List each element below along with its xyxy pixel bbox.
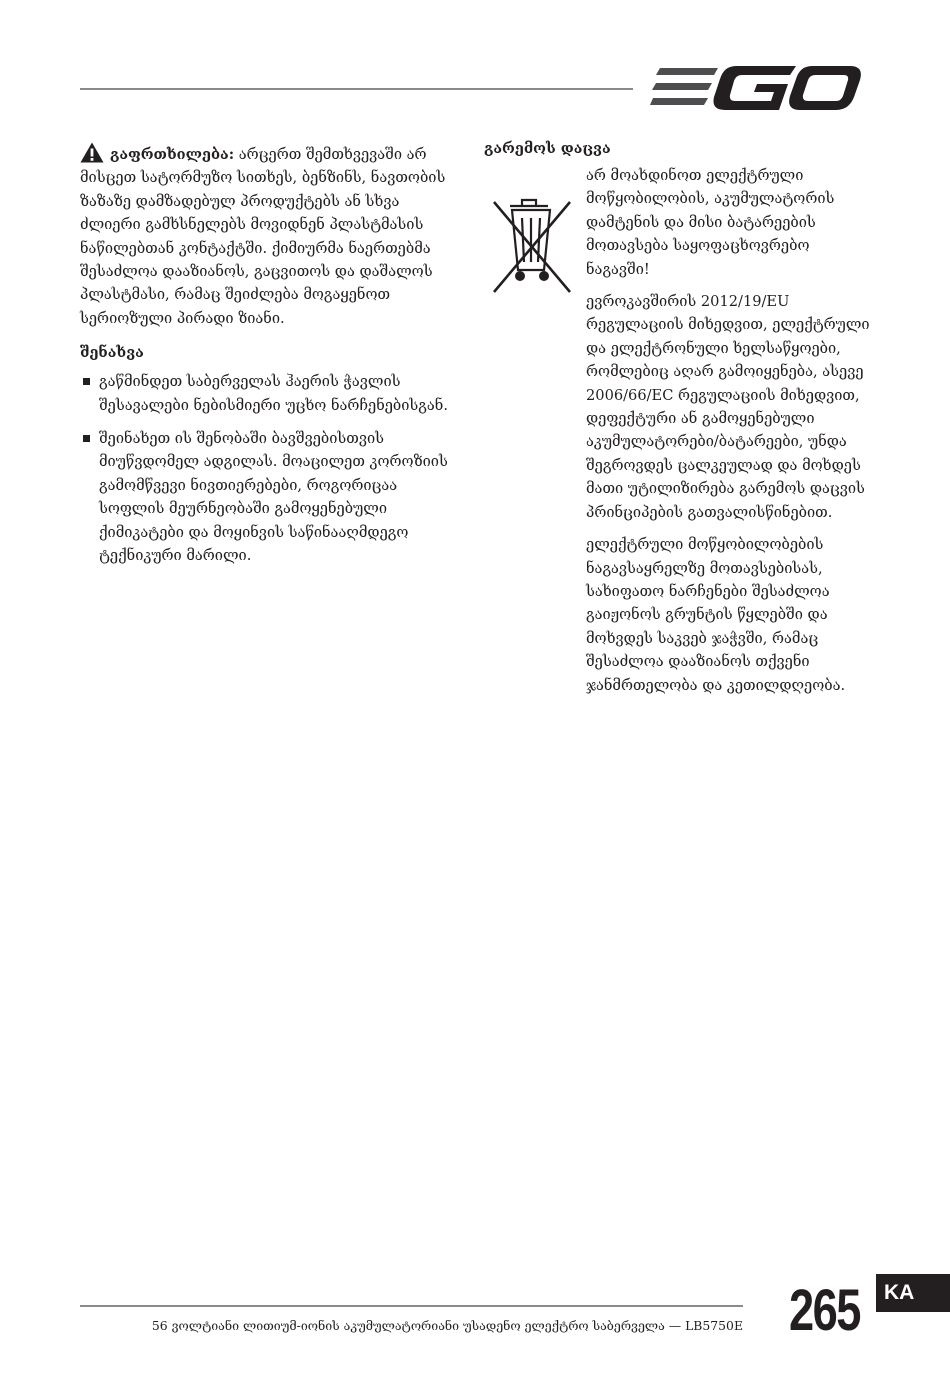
language-badge: KA <box>876 1274 950 1312</box>
list-item: შეინახეთ ის შენობაში ბავშვებისთვის მიუწვდომელ ადგილას. მოაცილეთ კოროზიის გამომწვევი ნივთიერებები, როგორიცაა სოფლის მეურნეობაში გამოყენებული ქიმიკატები და მოყინვის საწინააღმდეგო ტექნიკური მარილი. <box>80 427 458 567</box>
ego-logo <box>650 62 862 114</box>
environment-paragraph: ელექტრული მოწყობილობების ნაგავსაყრელზე მოთავსებისას, სახიფათო ნარჩენები შესაძლოა გაიჟონოს გრუნტის წყლებში და მოხვდეს საკვებ ჯაჭვში, რამაც შესაძლოა დააზიანოს თქვენი ჯანმრთელობა და კეთილდღეობა. <box>586 536 846 694</box>
environment-paragraph: ევროკავშირის 2012/19/EU რეგულაციის მიხედვით, ელექტრული და ელექტრონული ხელსაწყოები, რომლებიც აღარ გამოიყენება, ასევე 2006/66/EC რეგულაციის მიხედვით, დეფექტური ან გამოყენებული აკუმულატორები/ბატარეები, უნდა შეგროვდეს ცალკეულად და მოხდეს მათი უტილიზირება გარემოს დაცვის პრინციპების გათვალისწინებით. <box>586 293 870 521</box>
list-item: გაწმინდეთ საბერველას ჰაერის ჭავლის შესავალები ნებისმიერი უცხო ნარჩენებისგან. <box>80 370 458 417</box>
header-rule <box>80 88 633 90</box>
environment-text <box>586 164 874 697</box>
storage-list <box>80 370 458 567</box>
warning-label: გაფრთხილება: <box>110 146 235 163</box>
environment-paragraph: არ მოახდინოთ ელექტრული მოწყობილობის, აკუმულატორის დამტენის და მისი ბატარეების მოთავსება საყოფაცხოვრებო ნაგავში! <box>586 167 835 278</box>
environment-title: გარემოს დაცვა <box>484 140 611 157</box>
left-column <box>80 142 458 578</box>
page-number: 265 <box>789 1278 860 1343</box>
warning-triangle-icon <box>80 142 104 163</box>
footer-product-title: 56 ვოლტიანი ლითიუმ-იონის აკუმულატორიანი უსადენო ელექტრო საბერველა — LB5750E <box>151 1318 743 1333</box>
storage-title: შენახვა <box>80 344 144 362</box>
crossed-out-bin-icon <box>484 168 584 308</box>
warning-text: არცერთ შემთხვევაში არ მისცეთ სატორმუზო სითხეს, ბენზინს, ნავთობის ზაზაზე დამზადებულ პროდუქტებს ან სხვა ძლიერი გამხსნელებს მოვიდნენ პლასტმასის ნაწილებთან კონტაქტში. ქიმიურმა ნაერთებმა შესაძლოა დააზიანოს, გაცვითოს და დაშალოს პლასტმასი, რამაც შეიძლება მოგაყენოთ სერიოზული პირადი ზიანი. <box>80 146 446 327</box>
footer-rule <box>80 1305 743 1307</box>
right-column <box>484 138 874 706</box>
warning-paragraph <box>80 142 458 330</box>
